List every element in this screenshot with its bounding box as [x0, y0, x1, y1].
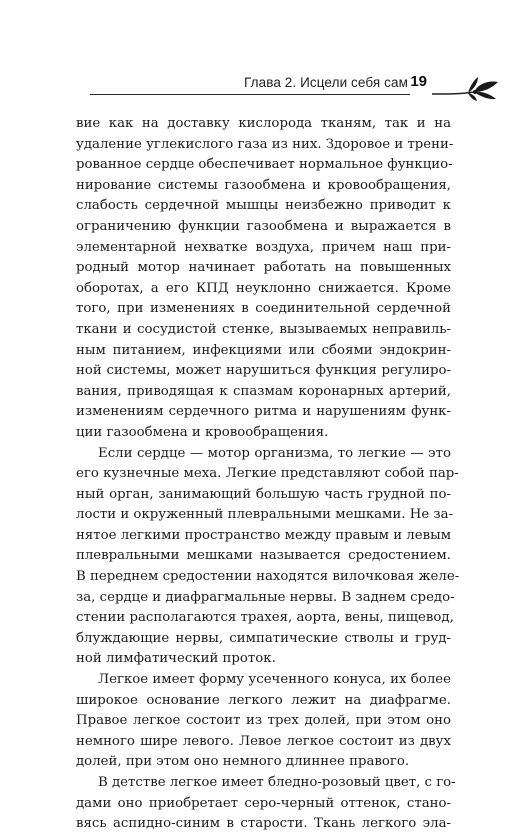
- text-line: блуждающие нервы, симпатические стволы и груд-: [76, 630, 451, 646]
- text-line: ции газообмена и кровообращения.: [76, 424, 329, 440]
- text-line: того, при изменениях в соединительной сердечной: [76, 301, 451, 317]
- text-line: немного шире левого. Левое легкое состоит из двух: [76, 733, 451, 749]
- text-line: стении располагаются трахея, аорта, вены, пищевод,: [76, 610, 454, 626]
- text-line: нирование системы газообмена и кровообращения,: [76, 177, 451, 193]
- text-line: Правое легкое состоит из трех долей, при этом оно: [76, 713, 451, 729]
- text-line: вие как на доставку кислорода тканям, так и на: [76, 116, 451, 131]
- chapter-title: Глава 2. Исцели себя сам: [243, 75, 408, 90]
- text-line: дами оно приобретает серо-черный оттенок, стано-: [76, 795, 451, 811]
- paragraph: [76, 114, 454, 444]
- page-number: 19: [410, 73, 427, 90]
- text-line: оборотах, а его КПД неуклонно снижается. Кроме: [76, 280, 451, 296]
- text-line: вясь аспидно-синим в старости. Ткань легкого эла-: [76, 816, 451, 832]
- text-line: В детстве легкое имеет бледно-розовый цвет, с го-: [98, 775, 456, 790]
- text-line: за, сердце и диафрагмальные нервы. В заднем средо-: [76, 589, 455, 605]
- body-text: [76, 114, 460, 835]
- text-line: ный орган, занимающий большую часть грудной по-: [76, 486, 451, 502]
- text-line: рованное сердце обеспечивает нормальное функцио-: [76, 157, 453, 173]
- text-line: нятое легкими пространство между правым и левым: [76, 527, 452, 543]
- text-line: ограничению функции газообмена и выражается в: [76, 218, 451, 234]
- text-line: Легкое имеет форму усеченного конуса, их более: [98, 672, 451, 688]
- text-line: ткани и сосудистой стенке, вызываемых неправиль-: [76, 321, 451, 337]
- text-line: удаление углекислого газа из них. Здоровое и трени-: [76, 136, 454, 152]
- leaf-ornament-icon: [428, 72, 500, 102]
- text-line: элементарной нехватке воздуха, причем наш при-: [76, 239, 451, 255]
- text-line: Если сердце — мотор организма, то легкие — это: [98, 445, 451, 461]
- paragraph: [76, 773, 456, 835]
- text-line: плевральными мешками называется средостением.: [76, 548, 451, 564]
- text-line: долей, при этом оно немного длиннее правого.: [76, 754, 410, 770]
- paragraph: [76, 444, 460, 671]
- text-line: ной лимфатический проток.: [76, 651, 276, 667]
- text-line: его кузнечные меха. Легкие представляют собой пар-: [76, 466, 459, 482]
- running-head: [90, 72, 500, 102]
- text-line: вания, приводящая к спазмам коронарных артерий,: [76, 383, 451, 399]
- text-line: ным питанием, инфекциями или сбоями эндокрин-: [76, 342, 451, 358]
- text-line: изменениям сердечного ритма и нарушениям функ-: [76, 404, 451, 420]
- text-line: широкое основание легкого лежит на диафрагме.: [76, 692, 451, 708]
- text-line: родный мотор начинает работать на повышенных: [76, 260, 451, 276]
- text-line: В переднем средостении находятся вилочковая желе-: [76, 569, 460, 585]
- text-line: лости и окруженный плевральными мешками. Не за-: [76, 507, 454, 523]
- text-line: ной системы, может нарушиться функция регулиро-: [76, 363, 451, 379]
- text-line: слабость сердечной мышцы неизбежно приводит к: [76, 198, 451, 214]
- paragraph: [76, 670, 451, 773]
- header-rule: [90, 94, 410, 95]
